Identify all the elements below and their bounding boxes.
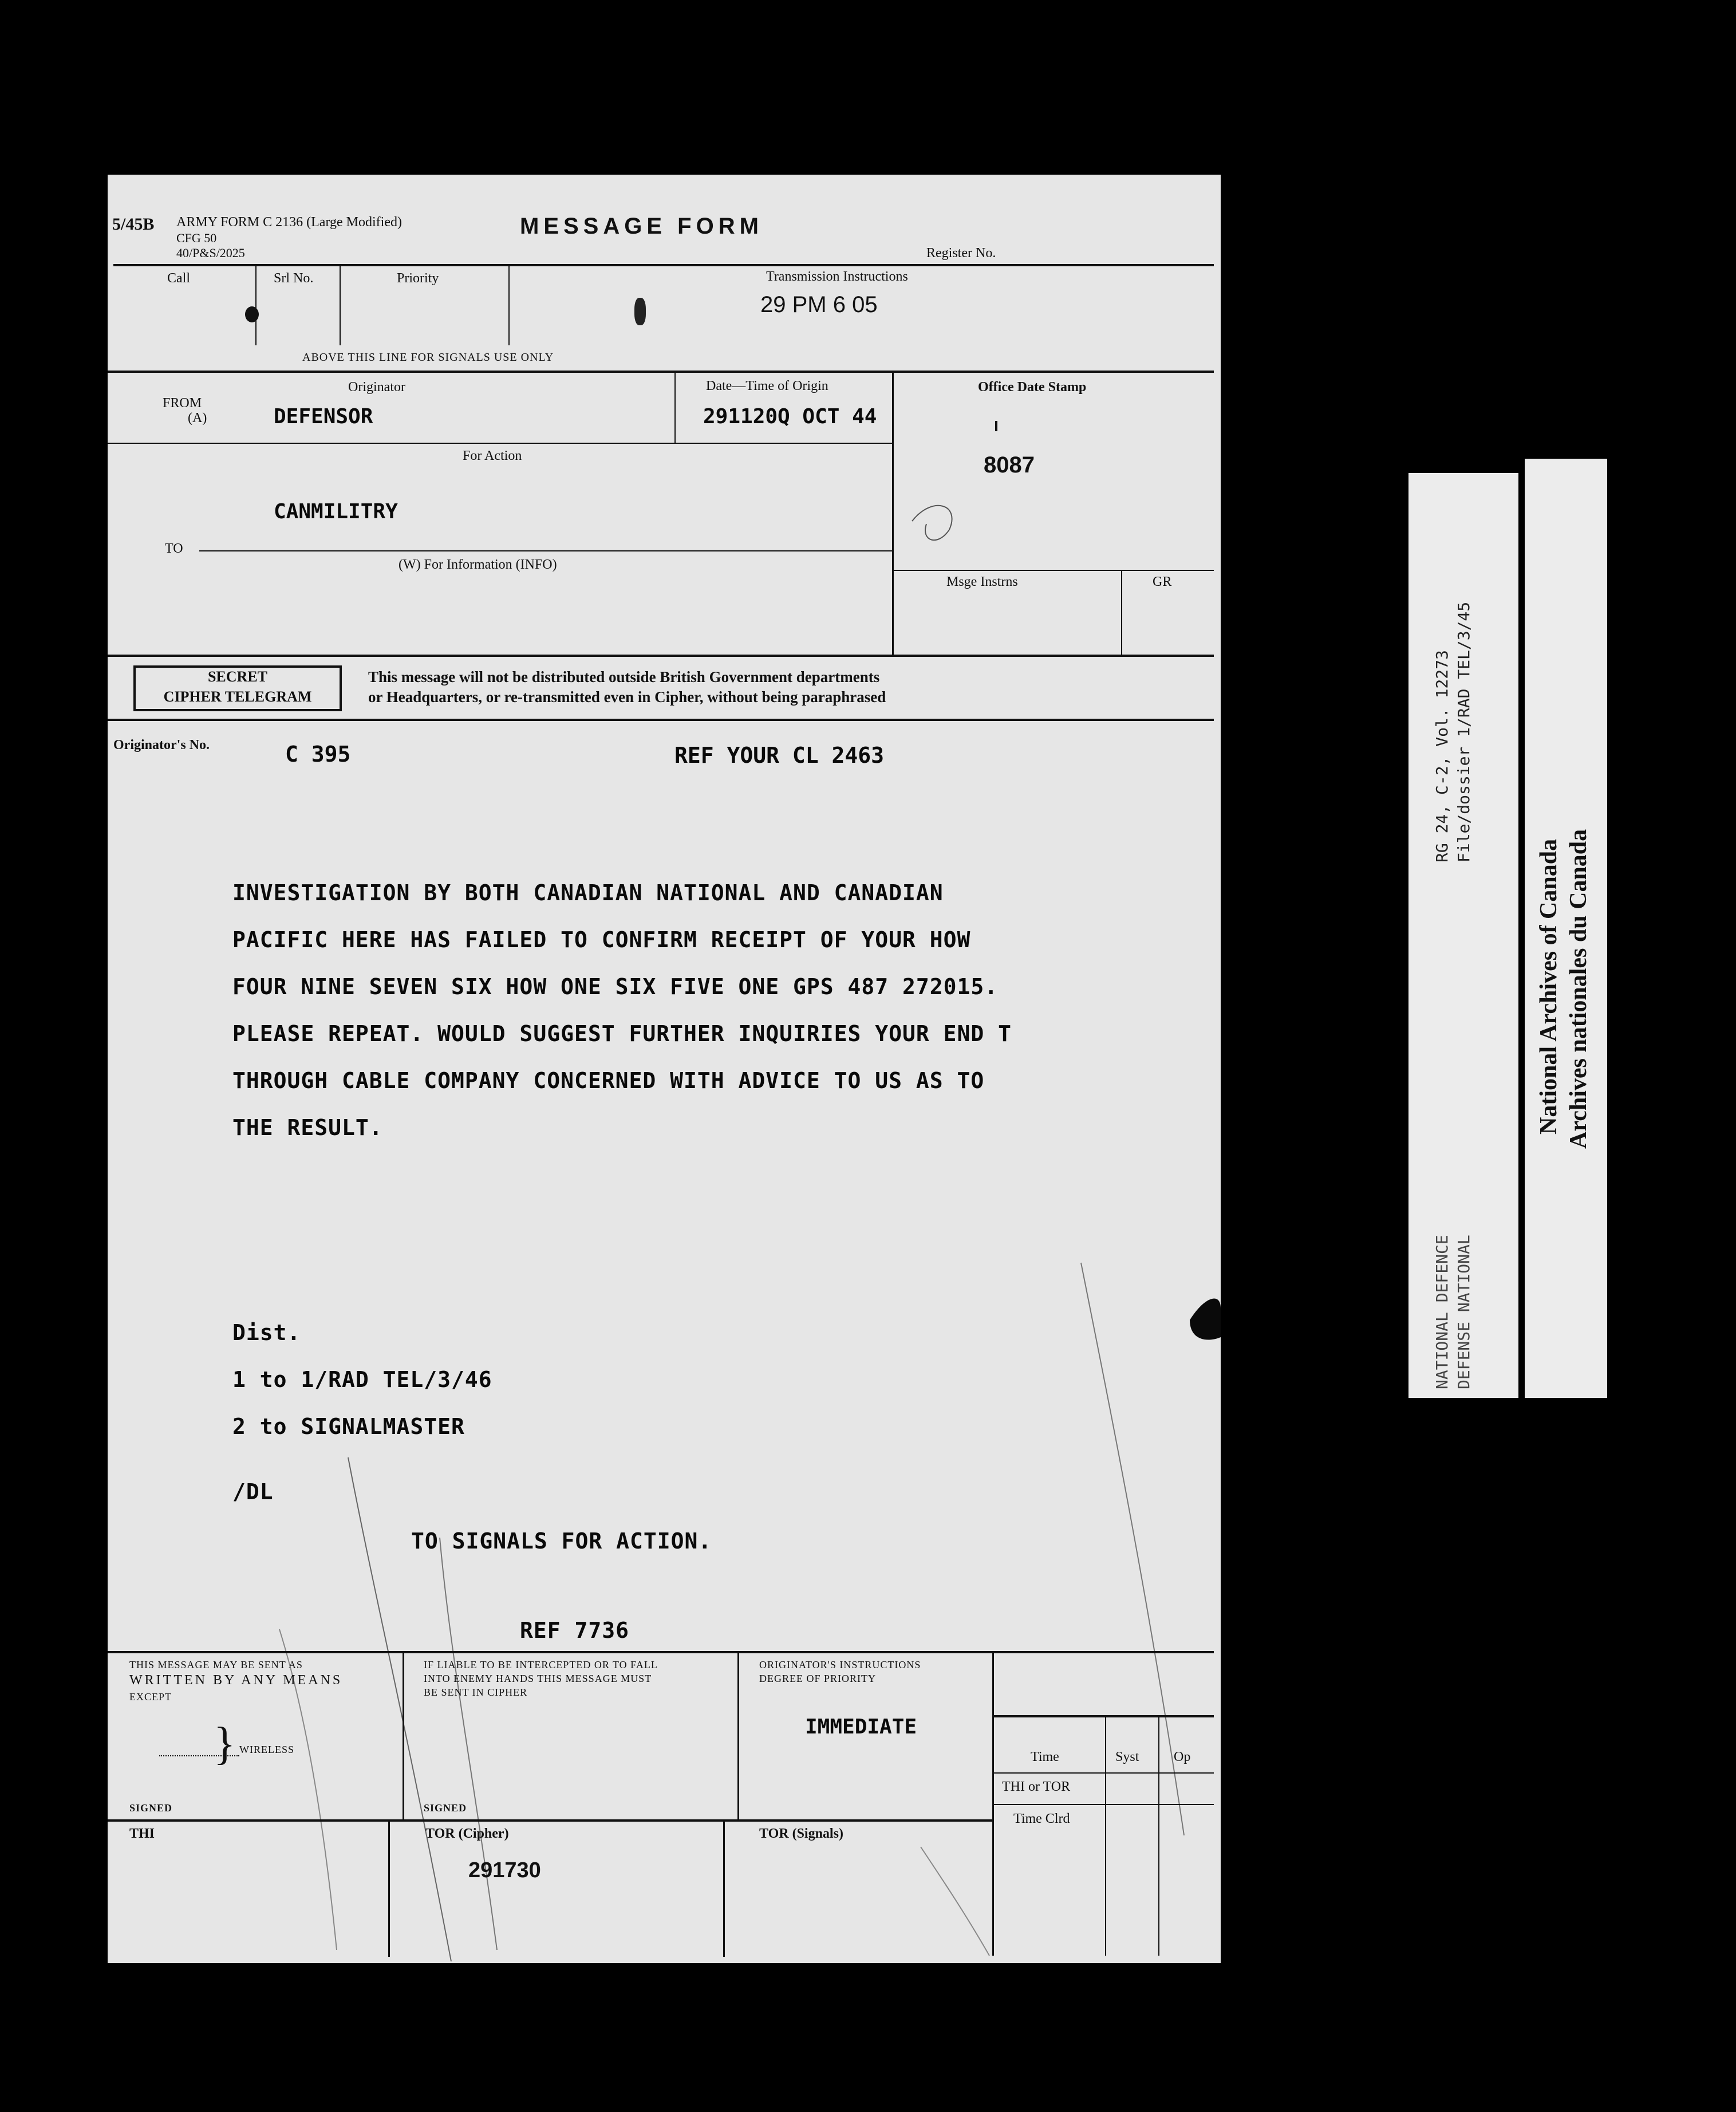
signed-label-1: SIGNED: [129, 1802, 173, 1814]
message-line-3: FOUR NINE SEVEN SIX HOW ONE SIX FIVE ONE GPS 487 272015.: [232, 974, 999, 999]
message-line-4: PLEASE REPEAT. WOULD SUGGEST FURTHER INQUIRIES YOUR END T: [232, 1021, 1012, 1046]
info-label: (W) For Information (INFO): [399, 557, 557, 572]
action-note: TO SIGNALS FOR ACTION.: [411, 1528, 712, 1554]
originator-label: Originator: [348, 380, 405, 395]
date-time-label: Date—Time of Origin: [706, 379, 828, 393]
pencil-marks: [108, 175, 1221, 1963]
sent-line-1: THIS MESSAGE MAY BE SENT AS: [129, 1659, 303, 1670]
rule-time-mid: [992, 1772, 1214, 1774]
national-defence-line-2: DEFENSE NATIONAL: [1454, 1235, 1473, 1389]
call-label: Call: [167, 271, 190, 286]
tor-cipher-label: TOR (Cipher): [425, 1826, 509, 1841]
rule-intercept: [737, 1652, 739, 1821]
sent-line-2: WRITTEN BY ANY MEANS: [129, 1673, 343, 1688]
archive-name-french: Archives nationales du Canada: [1565, 829, 1592, 1149]
originators-no: C 395: [285, 742, 351, 767]
from-value: DEFENSOR: [274, 405, 373, 428]
rule-tor-cipher: [723, 1819, 725, 1957]
rule-thi: [388, 1819, 390, 1957]
distribution-notice-2: or Headquarters, or re-transmitted even in Cipher, without being paraphrased: [368, 688, 886, 706]
message-line-1: INVESTIGATION BY BOTH CANADIAN NATIONAL AND CANADIAN: [232, 880, 944, 905]
archive-name-english: National Archives of Canada: [1536, 838, 1562, 1134]
priority-value: IMMEDIATE: [805, 1715, 917, 1739]
rule-time-top: [992, 1715, 1214, 1717]
msge-instrns-label: Msge Instrns: [946, 574, 1018, 589]
tor-cipher-value: 291730: [468, 1858, 541, 1882]
register-label: Register No.: [926, 246, 996, 261]
bottom-reference: REF 7736: [520, 1618, 630, 1643]
dist-line-2: 2 to SIGNALMASTER: [232, 1414, 465, 1439]
archive-ref-line-1: RG 24, C-2, Vol. 12273: [1433, 650, 1451, 862]
dist-line-1: 1 to 1/RAD TEL/3/46: [232, 1367, 492, 1392]
sent-line-3: EXCEPT: [129, 1691, 172, 1703]
distribution-notice-1: This message will not be distributed outside British Government departments: [368, 668, 880, 685]
rule-syst: [1158, 1715, 1159, 1956]
message-line-5: THROUGH CABLE COMPANY CONCERNED WITH ADVICE TO US AS TO: [232, 1068, 985, 1093]
rule-time: [1105, 1715, 1106, 1956]
cfg-code: CFG 50: [176, 231, 217, 245]
date-time-value: 291120Q OCT 44: [703, 405, 877, 428]
message-line-6: THE RESULT.: [232, 1115, 383, 1140]
gr-label: GR: [1153, 574, 1172, 589]
time-label: Time: [1031, 1750, 1059, 1764]
to-value: CANMILITRY: [274, 500, 398, 523]
syst-label: Syst: [1115, 1750, 1139, 1764]
archive-ref-line-2: File/dossier 1/RAD TEL/3/45: [1454, 601, 1473, 862]
intercept-line-2: INTO ENEMY HANDS THIS MESSAGE MUST: [424, 1673, 652, 1684]
originator-instructions-label: ORIGINATOR'S INSTRUCTIONS: [759, 1659, 921, 1670]
signals-use-line: ABOVE THIS LINE FOR SIGNALS USE ONLY: [302, 351, 554, 364]
intercept-line-3: BE SENT IN CIPHER: [424, 1687, 528, 1698]
intercept-line-1: IF LIABLE TO BE INTERCEPTED OR TO FALL: [424, 1659, 658, 1670]
rule-sent: [403, 1652, 404, 1821]
cipher-telegram-label: CIPHER TELEGRAM: [163, 688, 312, 705]
op-label: Op: [1174, 1750, 1191, 1764]
rule-footer-top: [108, 1651, 1214, 1653]
secret-label: SECRET: [207, 668, 268, 685]
from-label: FROM: [163, 396, 202, 411]
message-form-document: [108, 175, 1221, 1963]
transmission-stamp: 29 PM 6 05: [760, 292, 878, 317]
archive-reference-strip: [1408, 473, 1518, 1398]
brace: }: [214, 1719, 236, 1769]
originators-no-label: Originator's No.: [113, 738, 210, 752]
rule-footer-mid: [108, 1819, 992, 1822]
office-stamp-label: Office Date Stamp: [978, 380, 1087, 395]
reference: REF YOUR CL 2463: [674, 743, 885, 768]
form-code: 5/45B: [112, 215, 155, 234]
army-form-number: ARMY FORM C 2136 (Large Modified): [176, 215, 402, 230]
for-action-label: For Action: [463, 448, 522, 463]
form-title: MESSAGE FORM: [520, 214, 763, 239]
srl-label: Srl No.: [274, 271, 314, 286]
time-clrd-label: Time Clrd: [1013, 1811, 1070, 1826]
message-line-2: PACIFIC HERE HAS FAILED TO CONFIRM RECEIPT OF YOUR HOW: [232, 927, 971, 952]
thi-tor-label: THI or TOR: [1002, 1779, 1071, 1794]
dist-label: Dist.: [232, 1320, 301, 1345]
stamp-number: 8087: [984, 452, 1035, 478]
tor-signals-label: TOR (Signals): [759, 1826, 843, 1841]
priority-label: Priority: [397, 271, 439, 286]
archive-name-strip: [1525, 459, 1607, 1398]
thi-label: THI: [129, 1826, 155, 1841]
signed-label-2: SIGNED: [424, 1802, 467, 1814]
from-sub-label: (A): [188, 411, 207, 425]
wireless-label: WIRELESS: [239, 1744, 294, 1755]
to-label: TO: [165, 541, 183, 556]
degree-of-priority-label: DEGREE OF PRIORITY: [759, 1673, 877, 1684]
initials: /DL: [232, 1479, 274, 1504]
rule-time-low: [992, 1804, 1214, 1805]
national-defence-line-1: NATIONAL DEFENCE: [1433, 1235, 1451, 1389]
transmission-label: Transmission Instructions: [766, 269, 908, 284]
print-code: 40/P&S/2025: [176, 246, 245, 260]
